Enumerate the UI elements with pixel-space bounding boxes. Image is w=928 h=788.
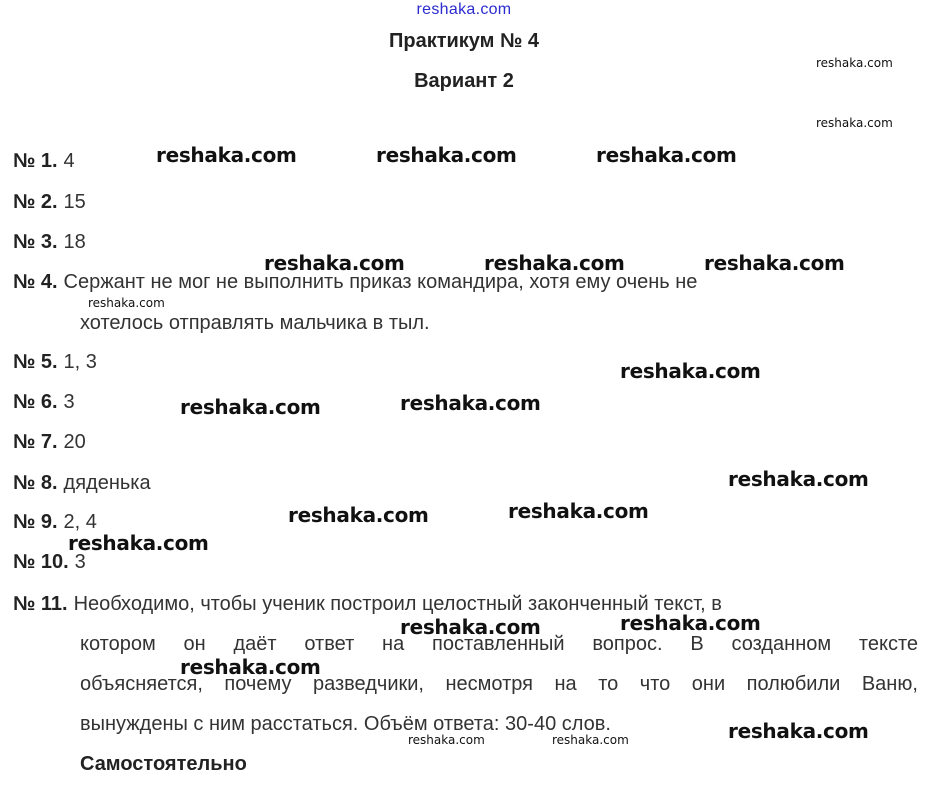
- answer-text: 1, 3: [63, 351, 97, 373]
- answer-number: № 5.: [13, 351, 58, 373]
- watermark: reshaka.com: [264, 251, 405, 275]
- section-heading: Самостоятельно: [80, 753, 247, 775]
- word: на: [382, 633, 405, 655]
- answer-text: 18: [63, 231, 86, 253]
- watermark: reshaka.com: [408, 733, 485, 747]
- watermark: reshaka.com: [400, 615, 541, 639]
- watermark: reshaka.com: [728, 467, 869, 491]
- word: даёт: [233, 633, 277, 655]
- watermark: reshaka.com: [552, 733, 629, 747]
- answer-text: 2, 4: [63, 511, 97, 533]
- watermark: reshaka.com: [376, 143, 517, 167]
- word: ответ: [304, 633, 355, 655]
- answer-item: [13, 593, 722, 616]
- answer-number: № 11.: [13, 593, 68, 615]
- answer-number: № 10.: [13, 551, 69, 573]
- watermark: reshaka.com: [704, 251, 845, 275]
- word: созданном: [731, 633, 832, 655]
- answer-item: [13, 150, 75, 173]
- answer-item: [13, 472, 151, 495]
- answer-number: № 2.: [13, 191, 58, 213]
- watermark: reshaka.com: [596, 143, 737, 167]
- answer-text: 15: [63, 191, 86, 213]
- answer-number: № 4.: [13, 271, 58, 293]
- top-watermark: reshaka.com: [416, 1, 512, 18]
- watermark: reshaka.com: [288, 503, 429, 527]
- word: Ваню,: [861, 673, 918, 695]
- answer-text: 20: [63, 431, 86, 453]
- answer-item: [13, 191, 86, 214]
- answer-continuation: хотелось отправлять мальчика в тыл.: [80, 312, 430, 334]
- answer-text: 4: [63, 150, 75, 172]
- answer-number: № 9.: [13, 511, 58, 533]
- watermark: reshaka.com: [816, 56, 893, 70]
- watermark: reshaka.com: [620, 611, 761, 635]
- word: на: [554, 673, 577, 695]
- word: котором: [80, 633, 156, 655]
- page-title: Практикум № 4: [388, 30, 539, 52]
- word: они: [691, 673, 726, 695]
- word: объясняется,: [80, 673, 203, 695]
- answer-text: Необходимо, чтобы ученик построил целостный законченный текст, в: [73, 593, 722, 615]
- answer-number: № 3.: [13, 231, 58, 253]
- answer-number: № 8.: [13, 472, 58, 494]
- answer-item: [13, 391, 75, 414]
- answer-item: [13, 231, 86, 254]
- answer-text: дяденька: [63, 472, 151, 494]
- watermark: reshaka.com: [180, 655, 321, 679]
- watermark: reshaka.com: [156, 143, 297, 167]
- watermark: reshaka.com: [68, 531, 209, 555]
- word: В: [690, 633, 704, 655]
- page-subtitle: Вариант 2: [414, 70, 514, 92]
- watermark: reshaka.com: [88, 296, 165, 310]
- watermark: reshaka.com: [620, 359, 761, 383]
- answer-text: 3: [63, 391, 75, 413]
- watermark: reshaka.com: [400, 391, 541, 415]
- answer-number: № 6.: [13, 391, 58, 413]
- answer-text: 3: [74, 551, 86, 573]
- watermark: reshaka.com: [484, 251, 625, 275]
- answer-text: Сержант не мог не выполнить приказ командира, хотя ему очень не: [63, 271, 698, 293]
- word: он: [183, 633, 206, 655]
- word: несмотря: [445, 673, 533, 695]
- watermark: reshaka.com: [508, 499, 649, 523]
- word: вопрос.: [592, 633, 663, 655]
- watermark: reshaka.com: [816, 116, 893, 130]
- word: почему: [224, 673, 292, 695]
- answer-number: № 1.: [13, 150, 58, 172]
- answer-item: [13, 431, 86, 454]
- watermark: reshaka.com: [728, 719, 869, 743]
- answer-continuation: вынуждены с ним расстаться. Объём ответа: 30-40 слов.: [80, 713, 611, 735]
- answer-number: № 7.: [13, 431, 58, 453]
- word: разведчики,: [312, 673, 424, 695]
- word: то: [598, 673, 619, 695]
- watermark: reshaka.com: [180, 395, 321, 419]
- word: полюбили: [746, 673, 841, 695]
- word: поставленный: [432, 633, 565, 655]
- answer-item: [13, 351, 97, 374]
- word: тексте: [858, 633, 918, 655]
- word: что: [639, 673, 671, 695]
